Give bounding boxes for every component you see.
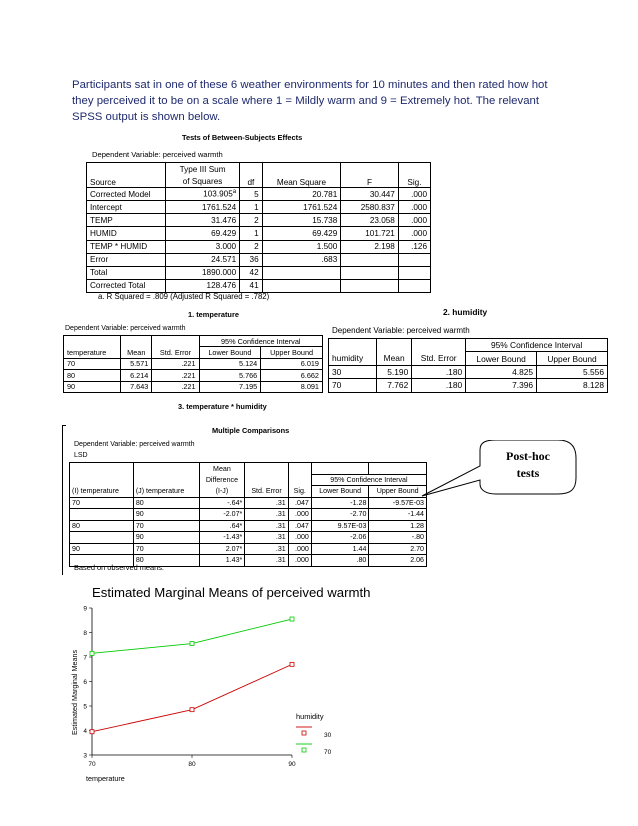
callout-line-2: tests	[516, 466, 540, 480]
cell: 2.198	[341, 240, 399, 253]
chart-title: Estimated Marginal Means of perceived warmth	[92, 585, 371, 600]
header-source: Source	[87, 163, 166, 188]
header-std-error: Std. Error	[245, 486, 288, 498]
between-subjects-title: Tests of Between-Subjects Effects	[182, 133, 303, 142]
intro-paragraph: Participants sat in one of these 6 weather environments for 10 minutes and then rated how hot they perceived it to be on a scale where 1 = Mildly warm and 9 = Extremely hot. The relevant SPSS output is shown below.	[72, 79, 548, 123]
cell: 90	[70, 543, 134, 555]
cell: 8.128	[537, 379, 608, 392]
y-tick-label: 5	[83, 703, 87, 711]
cell: 103.905$^a$	[166, 188, 240, 201]
series-line-70	[92, 619, 292, 653]
x-tick-label: 70	[88, 761, 96, 768]
cell: 5.571	[121, 358, 152, 369]
cell: 7.396	[466, 379, 537, 392]
cell: TEMP	[87, 214, 166, 227]
cell: .31	[245, 543, 288, 555]
between-dep-var: Dependent Variable: perceived warmth	[92, 150, 223, 159]
cell: .180	[412, 365, 466, 378]
cell: .000	[398, 188, 430, 201]
header-temperature: temperature	[64, 347, 121, 358]
cell: .000	[398, 227, 430, 240]
cell: 101.721	[341, 227, 399, 240]
y-tick-label: 3	[83, 752, 87, 760]
cell: 5.190	[377, 365, 412, 378]
cell: -9.57E-03	[369, 497, 427, 509]
header-j-temperature: (J) temperature	[133, 486, 199, 498]
cell: 1761.524	[166, 201, 240, 214]
cell: 4.825	[466, 365, 537, 378]
cell: .221	[152, 381, 199, 392]
cell: 128.476	[166, 279, 240, 292]
legend-title: humidity	[296, 712, 324, 721]
cell: 24.571	[166, 253, 240, 266]
header-sum-1: Type III Sum	[166, 163, 240, 176]
cell: 70	[133, 520, 199, 532]
header-lower-bound: Lower Bound	[466, 352, 537, 365]
cell: 90	[64, 381, 121, 392]
cell: 30.447	[341, 188, 399, 201]
temperature-dep-var: Dependent Variable: perceived warmth	[65, 325, 186, 332]
data-point-30	[190, 708, 194, 712]
header-lower-bound: Lower Bound	[199, 347, 261, 358]
cell: 1.43*	[199, 555, 245, 567]
cell: HUMID	[87, 227, 166, 240]
cell: 5	[240, 188, 263, 201]
cell: -.64*	[199, 497, 245, 509]
cell: 1.28	[369, 520, 427, 532]
cell: -2.07*	[199, 509, 245, 521]
cell: 5.556	[537, 365, 608, 378]
cell: .000	[398, 214, 430, 227]
cell: .000	[398, 201, 430, 214]
cell: Error	[87, 253, 166, 266]
data-point-30	[90, 730, 94, 734]
cell: .31	[245, 497, 288, 509]
between-footnote: a. R Squared = .809 (Adjusted R Squared = .782)	[98, 292, 270, 301]
humidity-title: 2. humidity	[443, 307, 488, 317]
data-point-70	[290, 617, 294, 621]
header-humidity: humidity	[329, 352, 377, 365]
cell: 6.019	[261, 358, 323, 369]
header-sum-2: of Squares	[166, 175, 240, 188]
multiple-footnote: Based on observed means.	[74, 563, 164, 572]
interaction-title: 3. temperature * humidity	[178, 402, 267, 411]
header-sig: Sig.	[288, 486, 311, 498]
cell: 7.643	[121, 381, 152, 392]
cell: 30	[329, 365, 377, 378]
cell: 7.195	[199, 381, 261, 392]
legend-marker-30	[302, 731, 306, 735]
cell: 80	[133, 497, 199, 509]
legend-marker-70	[302, 748, 306, 752]
cell: 2.06	[369, 555, 427, 567]
cell: .31	[245, 555, 288, 567]
cell: .047	[288, 520, 311, 532]
cell: 5.124	[199, 358, 261, 369]
cell: 7.762	[377, 379, 412, 392]
header-f: F	[341, 163, 399, 188]
header-difference: Difference	[199, 474, 245, 486]
header-mean: Mean	[121, 347, 152, 358]
cell: .31	[245, 532, 288, 544]
legend-label-70: 70	[324, 749, 332, 756]
y-tick-label: 6	[83, 679, 87, 686]
cell: 90	[133, 532, 199, 544]
cell: 2	[240, 240, 263, 253]
cell: 31.476	[166, 214, 240, 227]
cell: .31	[245, 520, 288, 532]
cell: 6.662	[261, 370, 323, 381]
header-std-error: Std. Error	[412, 352, 466, 365]
data-point-70	[190, 642, 194, 646]
x-tick-label: 80	[188, 761, 196, 768]
multiple-dep-var: Dependent Variable: perceived warmth	[74, 441, 195, 448]
y-tick-label: 4	[83, 728, 87, 735]
cell: 23.058	[341, 214, 399, 227]
cell: TEMP * HUMID	[87, 240, 166, 253]
cell: 80	[133, 555, 199, 567]
y-tick-label: 7	[83, 654, 87, 662]
cell: Intercept	[87, 201, 166, 214]
humidity-ci-header: 95% Confidence Interval	[466, 339, 608, 352]
header-std-error: Std. Error	[152, 347, 199, 358]
cell: 3.000	[166, 240, 240, 253]
cell: 70	[329, 379, 377, 392]
data-point-30	[290, 662, 294, 666]
cell: 1.44	[311, 543, 369, 555]
x-tick-label: 90	[288, 761, 296, 768]
header-i-j: (I-J)	[199, 486, 245, 498]
cell: .000	[288, 543, 311, 555]
cell: 36	[240, 253, 263, 266]
cell: -1.44	[369, 509, 427, 521]
cell: 8.091	[261, 381, 323, 392]
cell: .64*	[199, 520, 245, 532]
header-i-temperature: (I) temperature	[70, 486, 134, 498]
cell: 69.429	[262, 227, 341, 240]
data-point-70	[90, 651, 94, 655]
cell: .000	[288, 532, 311, 544]
cell: 80	[64, 370, 121, 381]
y-tick-label: 9	[83, 605, 87, 613]
multiple-method: LSD	[74, 452, 88, 459]
chart-xlabel: temperature	[86, 774, 125, 783]
cell: 15.738	[262, 214, 341, 227]
legend-label-30: 30	[324, 732, 332, 739]
cell: .047	[288, 497, 311, 509]
header-upper-bound: Upper Bound	[537, 352, 608, 365]
cell: 70	[133, 543, 199, 555]
cell: -.80	[369, 532, 427, 544]
cell: 2.70	[369, 543, 427, 555]
cell: -2.06	[311, 532, 369, 544]
temperature-title: 1. temperature	[188, 310, 239, 319]
callout-line-1: Post-hoc	[506, 449, 550, 463]
header-mean: Mean	[199, 463, 245, 475]
header-sig: Sig.	[398, 163, 430, 188]
cell: 1761.524	[262, 201, 341, 214]
series-line-30	[92, 664, 292, 731]
cell: .000	[288, 555, 311, 567]
temperature-ci-header: 95% Confidence Interval	[199, 336, 322, 347]
cell: 9.57E-03	[311, 520, 369, 532]
cell: .126	[398, 240, 430, 253]
cell: 1	[240, 201, 263, 214]
cell: 41	[240, 279, 263, 292]
cell: 5.766	[199, 370, 261, 381]
chart-ylabel: Estimated Marginal Means	[70, 649, 79, 735]
cell: .000	[288, 509, 311, 521]
cell: .80	[311, 555, 369, 567]
y-tick-label: 8	[83, 630, 87, 637]
header-lower-bound: Lower Bound	[311, 486, 369, 498]
cell: .31	[245, 509, 288, 521]
cell: 1.500	[262, 240, 341, 253]
cell: 6.214	[121, 370, 152, 381]
cell: 20.781	[262, 188, 341, 201]
multiple-ci-header: 95% Confidence Interval	[311, 474, 426, 486]
cell: 2580.837	[341, 201, 399, 214]
cell: .221	[152, 358, 199, 369]
header-upper-bound: Upper Bound	[369, 486, 427, 498]
header-mean-square: Mean Square	[262, 163, 341, 188]
cell: 69.429	[166, 227, 240, 240]
header-mean: Mean	[377, 352, 412, 365]
cell: 80	[70, 520, 134, 532]
cell: .683	[262, 253, 341, 266]
cell: -2.70	[311, 509, 369, 521]
cell: Total	[87, 266, 166, 279]
header-upper-bound: Upper Bound	[261, 347, 323, 358]
cell: 2.07*	[199, 543, 245, 555]
cell: .221	[152, 370, 199, 381]
cell: -1.28	[311, 497, 369, 509]
cell: Corrected Model	[87, 188, 166, 201]
header-df: df	[240, 163, 263, 188]
cell: 70	[70, 497, 134, 509]
cell: 42	[240, 266, 263, 279]
cell: 1890.000	[166, 266, 240, 279]
cell: 2	[240, 214, 263, 227]
cell: -1.43*	[199, 532, 245, 544]
multiple-comparisons-title: Multiple Comparisons	[212, 426, 290, 435]
humidity-dep-var: Dependent Variable: perceived warmth	[332, 326, 470, 335]
cell: 70	[64, 358, 121, 369]
cell: 90	[133, 509, 199, 521]
cell: .180	[412, 379, 466, 392]
cell: Corrected Total	[87, 279, 166, 292]
cell: 1	[240, 227, 263, 240]
